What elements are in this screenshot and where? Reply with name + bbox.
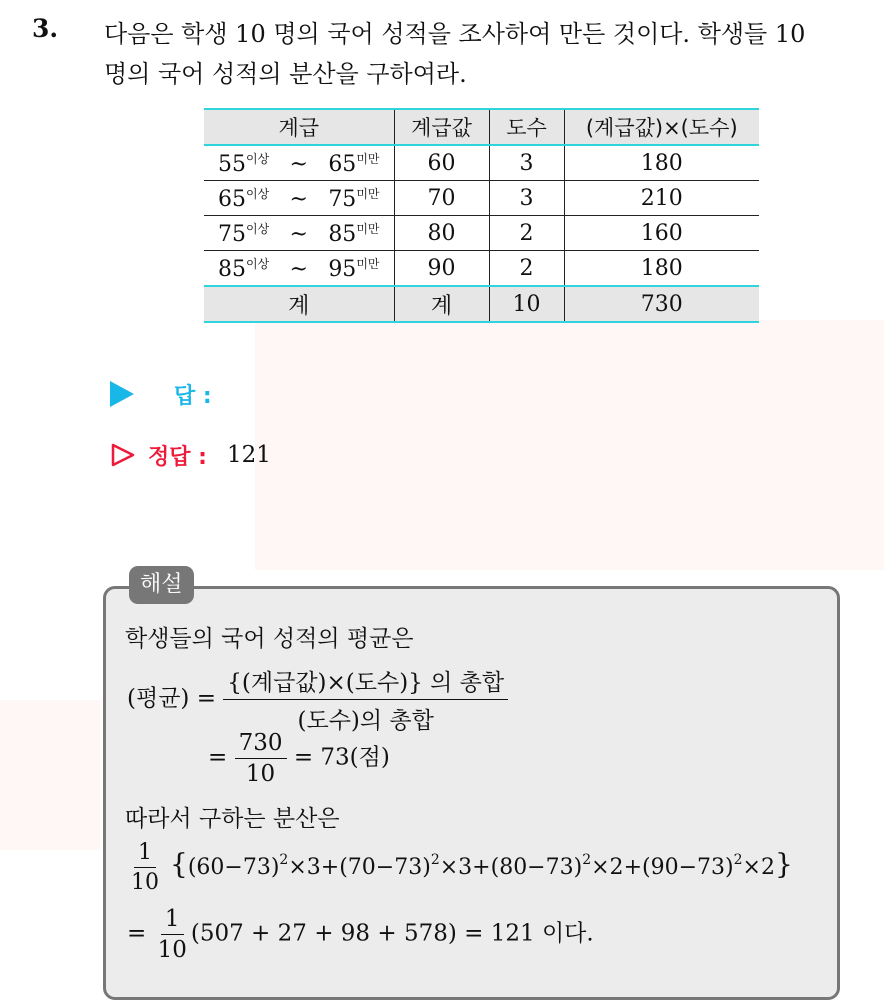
play-triangle-icon <box>110 381 134 407</box>
variance-formula <box>127 840 793 895</box>
mean-denominator: (도수)의 총합 <box>297 708 434 734</box>
table-row <box>204 181 759 216</box>
class-to: 65 <box>328 151 357 177</box>
class-from-suffix: 이상 <box>246 256 270 271</box>
term-multiplier: ×2 <box>591 854 624 880</box>
mean-fraction <box>223 664 508 735</box>
class-product: 180 <box>564 145 759 181</box>
mean-numerator: {(계급값)×(도수)} 의 총합 <box>223 664 508 700</box>
calc-equals: = <box>208 744 228 771</box>
table-row <box>204 251 759 287</box>
class-interval <box>204 145 394 181</box>
class-midpoint: 70 <box>394 181 489 216</box>
class-from: 55 <box>218 151 246 177</box>
term-multiplier: ×2 <box>742 854 775 880</box>
table-row <box>204 145 759 181</box>
variance-result <box>127 906 594 963</box>
calc-result: = 73(점) <box>293 744 390 771</box>
class-to-suffix: 미만 <box>356 151 380 166</box>
class-from-suffix: 이상 <box>246 221 270 236</box>
variance-term <box>642 851 775 880</box>
final-coefficient <box>154 906 191 963</box>
term-exponent: 2 <box>279 851 289 868</box>
class-product: 210 <box>564 181 759 216</box>
class-interval <box>204 181 394 216</box>
term-exponent: 2 <box>733 851 743 868</box>
total-frequency: 10 <box>489 286 564 322</box>
total-label: 계 <box>288 293 310 319</box>
class-from: 75 <box>218 221 246 247</box>
class-to-suffix: 미만 <box>356 256 380 271</box>
variance-coefficient <box>127 840 163 895</box>
outline-triangle-icon <box>110 442 136 468</box>
mean-label: (평균) = <box>127 685 216 712</box>
correct-answer-label: 정답 : <box>148 444 207 470</box>
class-separator: ~ <box>289 151 308 177</box>
solution-tab: 해설 <box>129 566 194 604</box>
class-interval <box>204 251 394 287</box>
final-body: (507 + 27 + 98 + 578) = 121 <box>190 920 535 947</box>
term-exponent: 2 <box>582 851 592 868</box>
class-separator: ~ <box>289 186 308 212</box>
variance-term <box>187 851 340 880</box>
class-to-suffix: 미만 <box>356 186 380 201</box>
calc-fraction <box>235 730 287 787</box>
class-frequency: 2 <box>489 251 564 287</box>
term-multiplier: ×3 <box>288 854 321 880</box>
variance-terms <box>187 851 775 880</box>
class-product: 160 <box>564 216 759 251</box>
term-multiplier: ×3 <box>439 854 473 880</box>
table-total-row <box>204 286 759 322</box>
header-midpoint: 계급값 <box>394 109 489 145</box>
term-operator: + <box>623 854 642 880</box>
question-text <box>104 14 874 94</box>
header-frequency: 도수 <box>489 109 564 145</box>
final-coef-denominator: 10 <box>157 937 187 963</box>
variance-brace-close: } <box>774 847 793 881</box>
class-product: 180 <box>564 251 759 287</box>
term-operator: + <box>472 854 491 880</box>
class-frequency: 3 <box>489 145 564 181</box>
final-coef-numerator: 1 <box>161 906 184 935</box>
term-base: (70−73) <box>339 854 431 880</box>
table-header-row <box>204 109 759 145</box>
header-product: (계급값)×(도수) <box>564 109 759 145</box>
class-midpoint: 80 <box>394 216 489 251</box>
class-to-suffix: 미만 <box>356 221 380 236</box>
calc-numerator: 730 <box>235 730 287 759</box>
total-product: 730 <box>564 286 759 322</box>
class-to: 95 <box>328 256 357 282</box>
question-line-2: 명의 국어 성적의 분산을 구하여라. <box>104 60 467 88</box>
variance-coef-denominator: 10 <box>131 870 159 895</box>
class-midpoint: 60 <box>394 145 489 181</box>
class-interval <box>204 216 394 251</box>
class-from-suffix: 이상 <box>246 186 270 201</box>
total-midpoint: 계 <box>394 286 489 322</box>
class-from: 65 <box>218 186 246 212</box>
variance-term <box>339 851 491 880</box>
header-class: 계급 <box>278 116 320 140</box>
background-wash <box>255 320 884 570</box>
final-equals: = <box>127 920 147 947</box>
frequency-table <box>204 108 759 323</box>
term-operator: + <box>320 854 340 880</box>
solution-line-mean-intro: 학생들의 국어 성적의 평균은 <box>125 626 414 652</box>
answer-row <box>110 378 212 410</box>
variance-term <box>490 851 642 880</box>
class-midpoint: 90 <box>394 251 489 287</box>
mean-formula <box>127 664 508 735</box>
class-separator: ~ <box>289 256 308 282</box>
term-base: (60−73) <box>187 854 280 880</box>
question-line-1: 다음은 학생 10 명의 국어 성적을 조사하여 만든 것이다. 학생들 10 <box>104 20 806 48</box>
variance-coef-numerator: 1 <box>134 840 156 868</box>
term-base: (90−73) <box>642 854 734 880</box>
correct-answer-row <box>110 438 271 472</box>
class-frequency: 3 <box>489 181 564 216</box>
term-exponent: 2 <box>430 851 440 868</box>
background-wash <box>0 700 100 850</box>
table-row <box>204 216 759 251</box>
class-to: 85 <box>328 221 357 247</box>
variance-brace-open: { <box>170 847 188 881</box>
mean-calculation <box>208 730 390 787</box>
question-number: 3. <box>32 14 59 43</box>
class-from: 85 <box>218 256 246 282</box>
answer-label: 답 : <box>174 383 212 409</box>
class-frequency: 2 <box>489 216 564 251</box>
solution-line-variance-intro: 따라서 구하는 분산은 <box>125 806 340 832</box>
class-from-suffix: 이상 <box>246 151 270 166</box>
term-base: (80−73) <box>490 854 583 880</box>
correct-answer-value: 121 <box>226 442 271 468</box>
class-separator: ~ <box>289 221 308 247</box>
final-suffix: 이다. <box>541 920 594 947</box>
calc-denominator: 10 <box>245 761 276 787</box>
class-to: 75 <box>328 186 357 212</box>
